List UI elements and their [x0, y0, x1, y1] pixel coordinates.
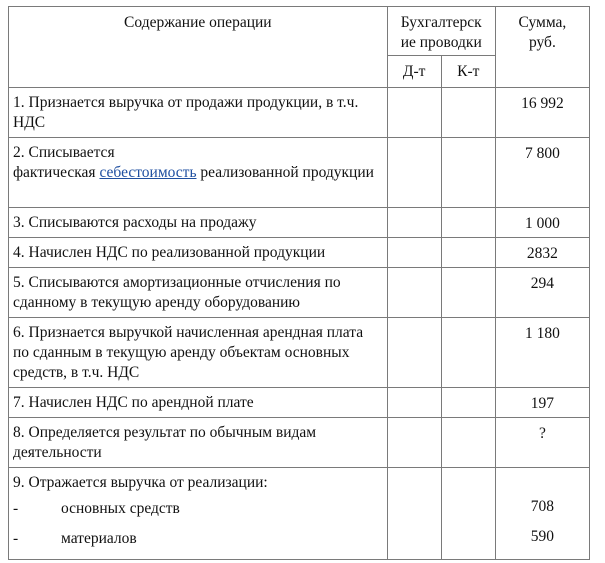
row-operation: 3. Списываются расходы на продажу [9, 208, 388, 238]
sub-item-amount: 708 [530, 498, 555, 515]
sub-item-dash: - [13, 530, 19, 547]
table-row [9, 88, 590, 138]
row-operation [9, 138, 388, 208]
row-amount: 7 800 [495, 138, 589, 208]
row-amount [495, 468, 589, 560]
document-page [8, 6, 590, 560]
row-debit [387, 388, 441, 418]
sub-item-amount: 590 [530, 528, 555, 545]
row-debit [387, 208, 441, 238]
sub-item-label: основных средств [61, 500, 180, 517]
row-amount: 16 992 [495, 88, 589, 138]
row-debit [387, 418, 441, 468]
row-debit [387, 238, 441, 268]
sub-item-dash: - [13, 500, 19, 517]
sub-item-label: материалов [61, 530, 137, 547]
cost-price-link[interactable]: себестоимость [99, 164, 197, 181]
row-amount: 1 180 [495, 318, 589, 388]
row-credit [441, 138, 495, 208]
row-credit [441, 418, 495, 468]
row-heading: 9. Отражается выручка от реализации: [13, 474, 268, 491]
row-operation [9, 468, 388, 560]
row-amount: 197 [495, 388, 589, 418]
row-operation: 4. Начислен НДС по реализованной продукции [9, 238, 388, 268]
row-credit [441, 238, 495, 268]
sub-item [13, 523, 383, 553]
row-credit [441, 88, 495, 138]
header-amount-line1: Сумма, [518, 14, 567, 31]
table-row [9, 468, 590, 560]
sub-amounts [496, 468, 589, 552]
row-debit [387, 268, 441, 318]
accounting-table [8, 6, 590, 560]
row-text-before: 2. Списывается [13, 144, 115, 161]
row-text-after: реализованной продукции [196, 164, 374, 181]
table-row [9, 208, 590, 238]
row-debit [387, 318, 441, 388]
row-debit [387, 88, 441, 138]
sub-item [13, 493, 383, 523]
header-credit: К-т [441, 56, 495, 88]
row-credit [441, 208, 495, 238]
row-credit [441, 468, 495, 560]
table-row [9, 388, 590, 418]
header-debit: Д-т [387, 56, 441, 88]
row-credit [441, 388, 495, 418]
table-row [9, 418, 590, 468]
row-operation: 6. Признается выручкой начисленная арендная плата по сданным в текущую аренду объектам основных средств, в т.ч. НДС [9, 318, 388, 388]
row-amount: 2832 [495, 238, 589, 268]
row-amount: 1 000 [495, 208, 589, 238]
header-amount [495, 7, 589, 88]
row-operation: 7. Начислен НДС по арендной плате [9, 388, 388, 418]
row-text-mid: фактическая [13, 164, 100, 181]
header-entries-line1: Бухгалтерск [400, 14, 482, 31]
row-debit [387, 468, 441, 560]
header-row [9, 7, 590, 56]
row-debit [387, 138, 441, 208]
table-row [9, 238, 590, 268]
header-operation: Содержание операции [9, 7, 388, 88]
row-credit [441, 318, 495, 388]
header-entries-line2: ие проводки [400, 34, 482, 51]
table-row [9, 318, 590, 388]
table-row [9, 268, 590, 318]
row-operation: 5. Списываются амортизационные отчисления по сданному в текущую аренду оборудованию [9, 268, 388, 318]
header-entries [387, 7, 495, 56]
row-operation: 8. Определяется результат по обычным видам деятельности [9, 418, 388, 468]
table-row [9, 138, 590, 208]
header-amount-line2: руб. [528, 34, 556, 51]
row-amount: 294 [495, 268, 589, 318]
row-amount: ? [495, 418, 589, 468]
row-operation: 1. Признается выручка от продажи продукции, в т.ч. НДС [9, 88, 388, 138]
row-credit [441, 268, 495, 318]
